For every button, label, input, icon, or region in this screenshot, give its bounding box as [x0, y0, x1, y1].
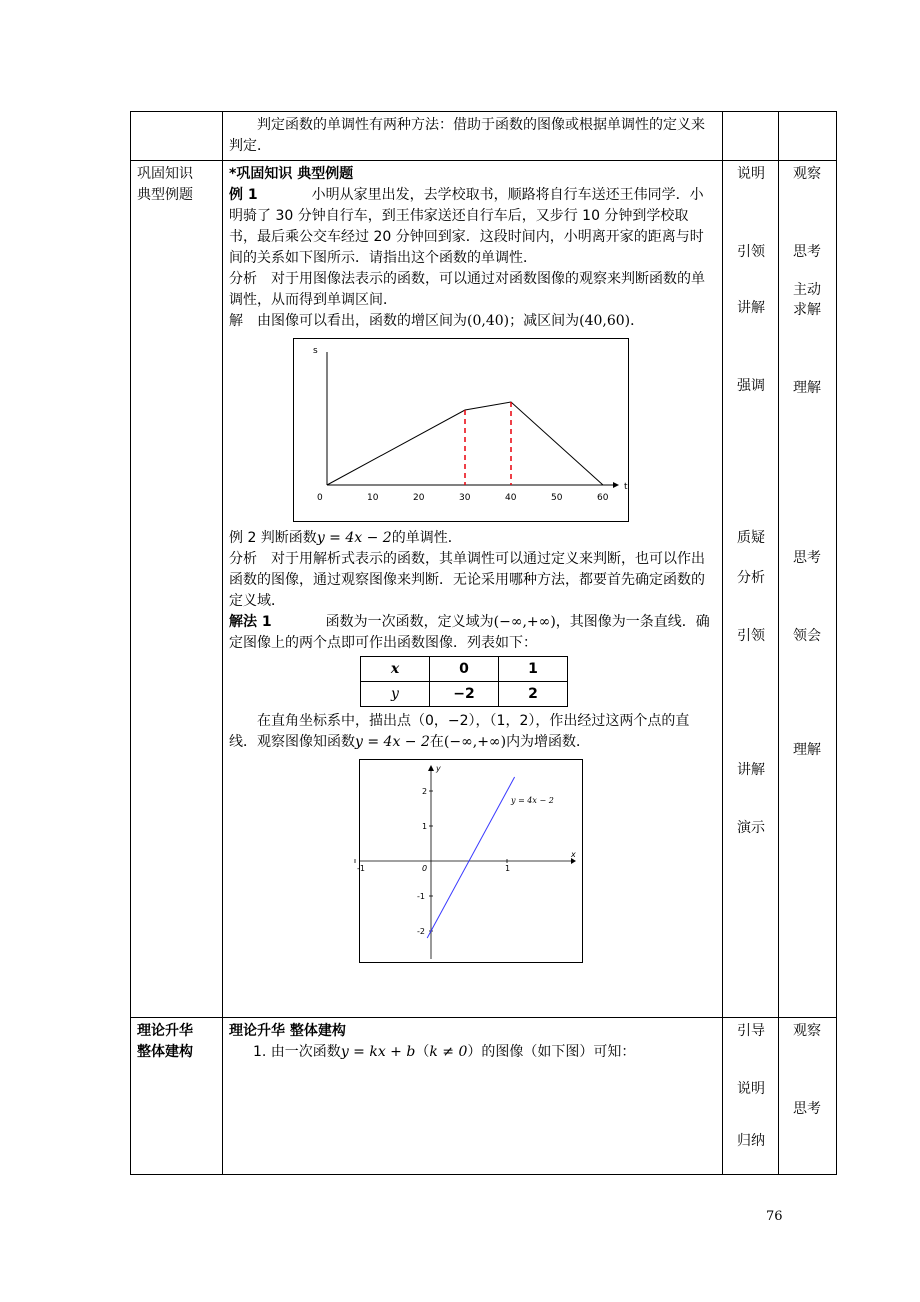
student-activity: 观察 [793, 1023, 821, 1039]
y-tick-label: -1 [417, 892, 425, 901]
y-tick-label: 1 [422, 822, 428, 831]
theory-item-1: 1. 由一次函数y = kx + b（k ≠ 0）的图像（如下图）可知： [253, 1044, 636, 1060]
x-axis-label: x [571, 850, 576, 859]
page-number: 76 [766, 1209, 783, 1224]
top-row-label-cell [131, 112, 223, 161]
linear-function-graph [359, 759, 583, 963]
x-axis-label: t [624, 482, 628, 492]
value-table [360, 656, 568, 707]
theory-label-cell: 理论升华 整体建构 [131, 1018, 223, 1175]
example-1-solution: 解 由图像可以看出，函数的增区间为(0,40)；减区间为(40,60)． [229, 313, 645, 329]
student-activity: 主动 [793, 282, 821, 298]
top-row [131, 112, 837, 161]
theory-row [131, 1018, 837, 1175]
student-activity: 理解 [793, 742, 821, 758]
student-activity: 思考 [793, 244, 821, 260]
x-tick-label: 30 [459, 493, 471, 503]
teacher-activity: 引导 [737, 1023, 765, 1039]
theory-student-cell [779, 1018, 837, 1175]
x-tick-label: 20 [413, 493, 425, 503]
x-tick-label: 10 [367, 493, 379, 503]
section-heading: *巩固知识 典型例题 [229, 166, 354, 182]
student-activity: 求解 [793, 302, 821, 318]
student-activity: 观察 [793, 166, 821, 182]
teacher-activity: 说明 [737, 1081, 765, 1097]
example-2-text: 例 2 判断函数y = 4x − 2的单调性． [229, 530, 462, 546]
teacher-activity: 演示 [737, 820, 765, 836]
solution-method-1: 解法 1 函数为一次函数，定义域为(−∞,+∞)，其图像为一条直线．确定图像上的两个点即可作出函数图像．列表如下： [229, 614, 710, 651]
student-activity: 思考 [793, 1101, 821, 1117]
consolidation-label-cell: 巩固知识 典型例题 [131, 161, 223, 1018]
student-activity-cell [779, 161, 837, 1018]
teacher-activity: 强调 [737, 378, 765, 394]
teacher-activity: 引领 [737, 244, 765, 260]
table-row [361, 657, 568, 682]
lesson-table [130, 111, 837, 1175]
teacher-activity: 讲解 [737, 762, 765, 778]
method-summary: 判定函数的单调性有两种方法：借助于函数的图像或根据单调性的定义来判定． [229, 117, 705, 154]
table-cell: y [361, 682, 430, 707]
distance-time-graph [293, 338, 629, 522]
x-tick-label: 60 [597, 493, 609, 503]
theory-teacher-cell [723, 1018, 779, 1175]
y-axis-label: y [436, 764, 441, 773]
top-row-content [223, 112, 723, 161]
teacher-activity: 归纳 [737, 1133, 765, 1149]
student-activity: 思考 [793, 550, 821, 566]
table-cell: −2 [430, 682, 499, 707]
consolidation-row [131, 161, 837, 1018]
table-cell: 0 [430, 657, 499, 682]
example-1-analysis: 分析 对于用图像法表示的函数，可以通过对函数图像的观察来判断函数的单调性，从而得到单调区间． [229, 271, 705, 308]
x-tick-label: -1 [357, 864, 365, 873]
table-cell: x [361, 657, 430, 682]
x-tick-label: 50 [551, 493, 563, 503]
teacher-activity: 分析 [737, 570, 765, 586]
x-tick-label: 1 [505, 864, 511, 873]
example-1-text: 例 1 小明从家里出发，去学校取书，顺路将自行车送还王伟同学．小明骑了 30 分钟自行车，到王伟家送还自行车后，又步行 10 分钟到学校取书，最后乘公交车经过 20 分钟回到家．这段时间内，小明离开家的距离与时间的关系如下图所示．请指出这个函数的单调性． [229, 187, 704, 266]
teacher-activity-cell [723, 161, 779, 1018]
table-row [361, 682, 568, 707]
consolidation-content [223, 161, 723, 1018]
student-activity: 领会 [793, 628, 821, 644]
y-tick-label: 2 [422, 787, 428, 796]
x-tick-label: 0 [422, 864, 428, 873]
y-tick-label: -2 [417, 927, 425, 936]
teacher-activity: 质疑 [737, 530, 765, 546]
table-cell: 2 [499, 682, 568, 707]
student-activity: 理解 [793, 380, 821, 396]
y-axis-label: s [313, 346, 318, 356]
teacher-activity: 说明 [737, 166, 765, 182]
table-cell: 1 [499, 657, 568, 682]
x-tick-label: 0 [317, 493, 323, 503]
teacher-activity: 讲解 [737, 300, 765, 316]
x-tick-label: 40 [505, 493, 517, 503]
plot-explanation: 在直角坐标系中，描出点（0，−2），（1，2），作出经过这两个点的直线．观察图像知函数y = 4x − 2在(−∞,+∞)内为增函数． [229, 713, 690, 750]
theory-content [223, 1018, 723, 1175]
example-2-analysis: 分析 对于用解析式表示的函数，其单调性可以通过定义来判断，也可以作出函数的图像，通过观察图像来判断．无论采用哪种方法，都要首先确定函数的定义域． [229, 551, 705, 609]
teacher-activity: 引领 [737, 628, 765, 644]
function-label: y = 4x − 2 [511, 796, 554, 805]
theory-heading: 理论升华 整体建构 [229, 1023, 346, 1039]
